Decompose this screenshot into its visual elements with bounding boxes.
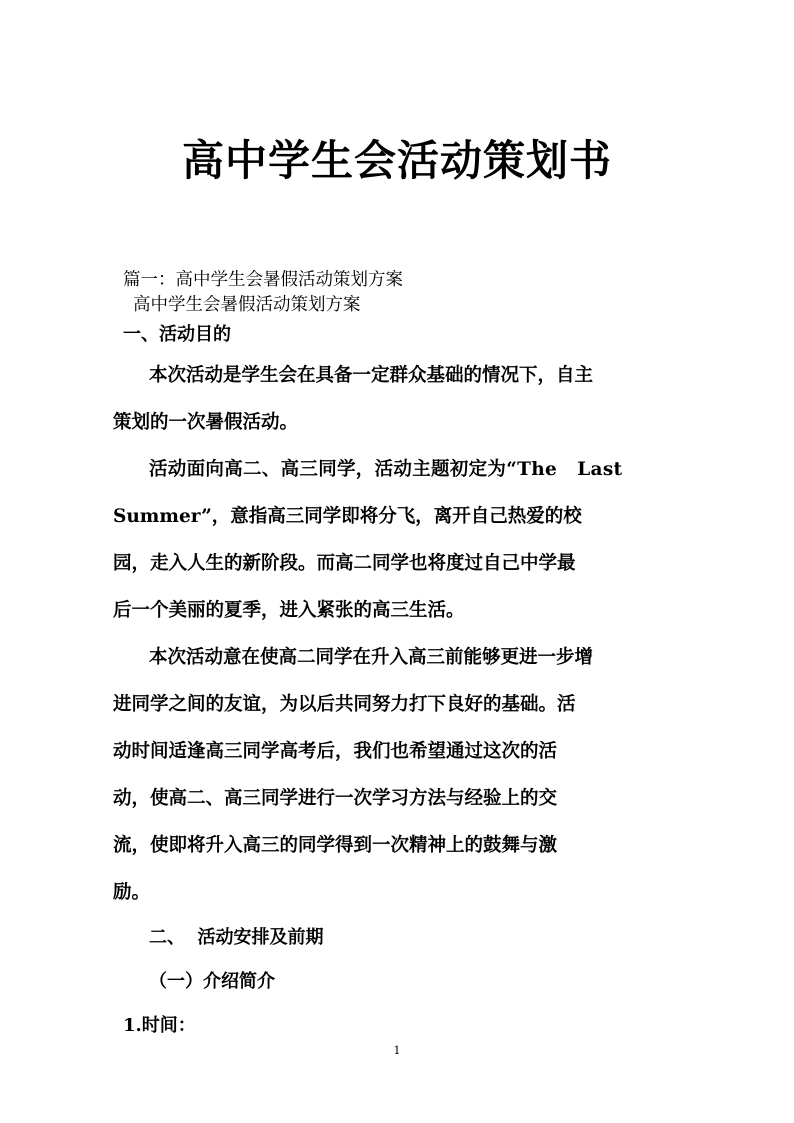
- paragraph-2-line-1: 活动面向高二、高三同学，活动主题初定为“The Last: [149, 459, 623, 480]
- paragraph-1-line-1: 本次活动是学生会在具备一定群众基础的情况下，自主: [149, 365, 594, 386]
- paragraph-3-line-4: 动，使高二、高三同学进行一次学习方法与经验上的交: [113, 788, 558, 809]
- paragraph-1-line-2: 策划的一次暑假活动。: [113, 412, 299, 433]
- paragraph-2-line-2: Summer”，意指高三同学即将分飞，离开自己热爱的校: [113, 506, 582, 527]
- page-title: 高中学生会活动策划书: [181, 136, 612, 185]
- section-heading-2: 二、 活动安排及前期: [149, 927, 324, 948]
- intro-line-2: 高中学生会暑假活动策划方案: [133, 295, 361, 315]
- paragraph-3-line-5: 流，使即将升入高三的同学得到一次精神上的鼓舞与激: [113, 835, 558, 856]
- paragraph-3-line-1: 本次活动意在使高二同学在升入高三前能够更进一步增: [149, 647, 594, 668]
- section-heading-2-1: （一）介绍简介: [149, 971, 275, 992]
- section-heading-2-1-1: 1.时间：: [123, 1015, 196, 1036]
- intro-line-1: 篇一：高中学生会暑假活动策划方案: [123, 270, 403, 290]
- page-number: 1: [393, 1044, 401, 1057]
- paragraph-3-line-6: 励。: [113, 882, 151, 903]
- paragraph-2-line-4: 后一个美丽的夏季，进入紧张的高三生活。: [113, 600, 465, 621]
- document-body: [113, 268, 683, 1048]
- intro-line-3: 一、活动目的: [123, 324, 231, 345]
- paragraph-2-line-3: 园，走入人生的新阶段。而高二同学也将度过自己中学最: [113, 553, 576, 574]
- paragraph-3-line-3: 动时间适逢高三同学高考后，我们也希望通过这次的活: [113, 741, 558, 762]
- paragraph-3-line-2: 进同学之间的友谊，为以后共同努力打下良好的基础。活: [113, 694, 576, 715]
